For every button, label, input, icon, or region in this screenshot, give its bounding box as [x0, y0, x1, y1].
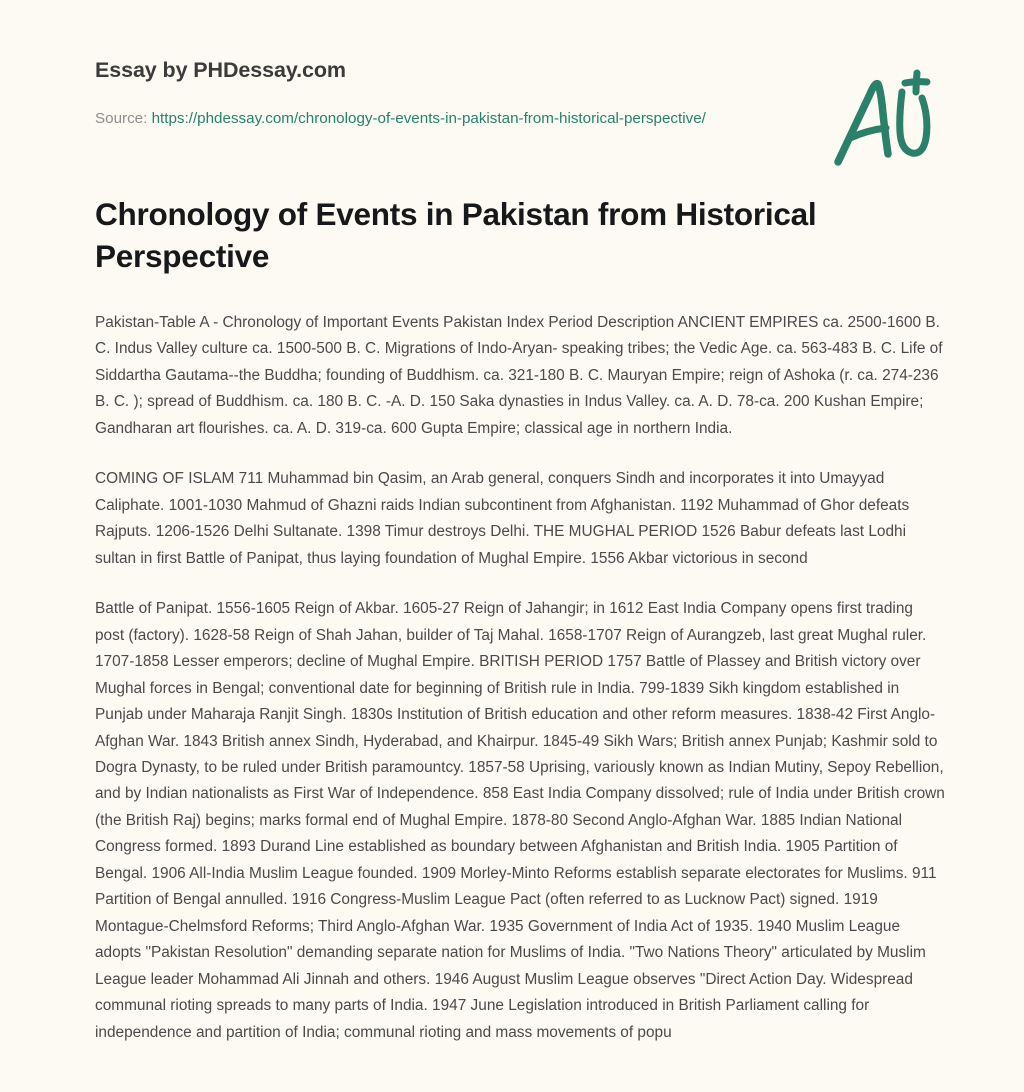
article-body [0, 278, 1024, 1047]
page-title: Chronology of Events in Pakistan from Historical Perspective [95, 195, 817, 274]
source-label: Source: [95, 109, 148, 127]
brand-title: Essay by PHDessay.com [95, 58, 346, 82]
source-url-link[interactable]: https://phdessay.com/chronology-of-events-in-pakistan-from-historical-perspective/ [151, 109, 706, 127]
page-header [0, 0, 1024, 132]
article-paragraph: COMING OF ISLAM 711 Muhammad bin Qasim, an Arab general, conquers Sindh and incorporates it into Umayyad Caliphate. 1001-1030 Mahmud of Ghazni raids Indian subcontinent from Afghanistan. 1192 Muhammad of Ghor defeats Rajputs. 1206-1526 Delhi Sultanate. 1398 Timur destroys Delhi. THE MUGHAL PERIOD 1526 Babur defeats last Lodhi sultan in first Battle of Panipat, thus laying foundation of Mughal Empire. 1556 Akbar victorious in second [95, 470, 910, 567]
source-line [95, 106, 715, 132]
article-paragraph: Pakistan-Table A - Chronology of Important Events Pakistan Index Period Description ANCIENT EMPIRES ca. 2500-1600 B. C. Indus Valley culture ca. 1500-500 B. C. Migrations of Indo-Aryan- speaking tribes; the Vedic Age. ca. 563-483 B. C. Life of Siddartha Gautama--the Buddha; founding of Buddhism. ca. 321-180 B. C. Mauryan Empire; reign of Ashoka (r. ca. 274-236 B. C. ); spread of Buddhism. ca. 180 B. C. -A. D. 150 Saka dynasties in Indus Valley. ca. A. D. 78-ca. 200 Kushan Empire; Gandharan art flourishes. ca. A. D. 319-ca. 600 Gupta Empire; classical age in northern India. [95, 313, 943, 437]
article-paragraph: Battle of Panipat. 1556-1605 Reign of Akbar. 1605-27 Reign of Jahangir; in 1612 East India Company opens first trading post (factory). 1628-58 Reign of Shah Jahan, builder of Taj Mahal. 1658-1707 Reign of Aurangzeb, last great Mughal ruler. 1707-1858 Lesser emperors; decline of Mughal Empire. BRITISH PERIOD 1757 Battle of Plassey and British victory over Mughal forces in Bengal; conventional date for beginning of British rule in India. 799-1839 Sikh kingdom established in Punjab under Maharaja Ranjit Singh. 1830s Institution of British education and other reform measures. 1838-42 First Anglo-Afghan War. 1843 British annex Sindh, Hyderabad, and Khairpur. 1845-49 Sikh Wars; British annex Punjab; Kashmir sold to Dogra Dynasty, to be ruled under British paramountcy. 1857-58 Uprising, variously known as Indian Mutiny, Sepoy Rebellion, and by Indian nationalists as First War of Independence. 858 East India Company dissolved; rule of India under British crown (the British Raj) begins; marks formal end of Mughal Empire. 1878-80 Second Anglo-Afghan War. 1885 Indian National Congress formed. 1893 Durand Line established as boundary between Afghanistan and British India. 1905 Partition of Bengal. 1906 All-India Muslim League founded. 1909 Morley-Minto Reforms establish separate electorates for Muslims. 911 Partition of Bengal annulled. 1916 Congress-Muslim League Pact (often referred to as Lucknow Pact) signed. 1919 Montague-Chelmsford Reforms; Third Anglo-Afghan War. 1935 Government of India Act of 1935. 1940 Muslim League adopts "Pakistan Resolution" demanding separate nation for Muslims of India. "Two Nations Theory" articulated by Muslim League leader Mohammad Ali Jinnah and others. 1946 August Muslim League observes "Direct Action Day. Widespread communal rioting spreads to many parts of India. 1947 June Legislation introduced in British Parliament calling for independence and partition of India; communal rioting and mass movements of popu [95, 600, 945, 1041]
